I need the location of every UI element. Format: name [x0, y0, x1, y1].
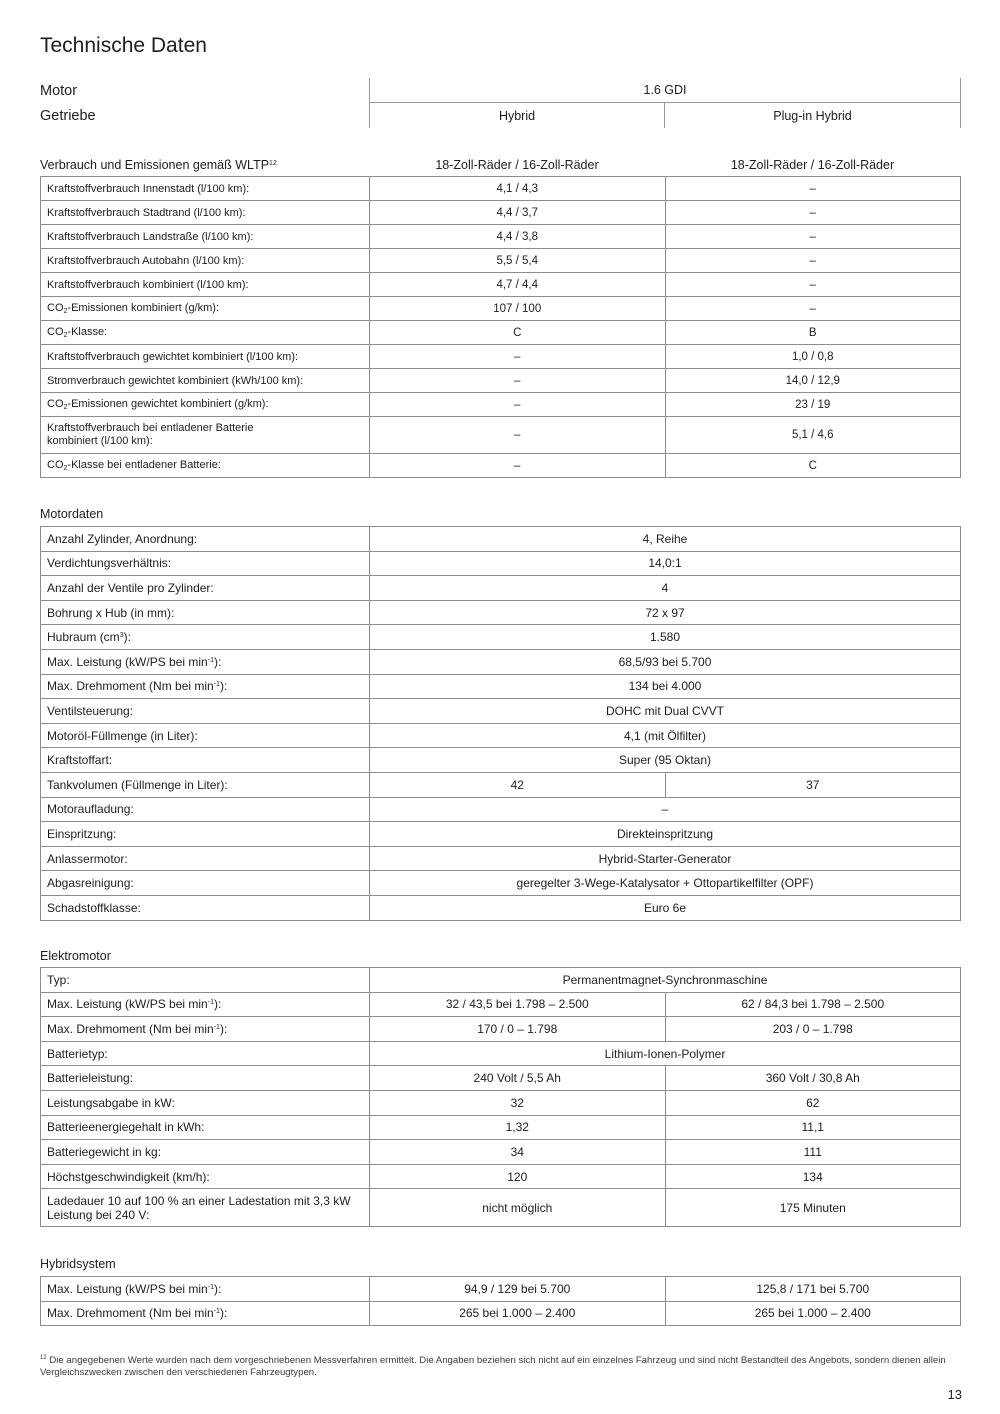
motor-label: Motor [40, 83, 78, 99]
variant-plugin-hybrid: Plug-in Hybrid [773, 109, 852, 123]
value-hybrid: – [370, 369, 666, 393]
row-label: Kraftstoffart: [41, 748, 370, 773]
table-row [41, 297, 961, 321]
table-row [41, 772, 961, 797]
table-row [41, 1090, 961, 1115]
row-label: Ladedauer 10 auf 100 % an einer Ladestation mit 3,3 kW Leistung bei 240 V: [41, 1189, 370, 1227]
row-label: Kraftstoffverbrauch Innenstadt (l/100 km): [41, 177, 370, 201]
table-row [41, 551, 961, 576]
value-plugin-hybrid: – [665, 297, 961, 321]
table-row [41, 1277, 961, 1302]
row-label: Verdichtungsverhältnis: [41, 551, 370, 576]
table-row [41, 321, 961, 345]
table-row [41, 846, 961, 871]
row-label: Schadstoffklasse: [41, 895, 370, 920]
table-row [41, 576, 961, 601]
divider [369, 102, 961, 103]
value-hybrid: 170 / 0 – 1.798 [370, 1017, 666, 1042]
value-hybrid: 4,1 / 4,3 [370, 177, 666, 201]
row-value: 4, Reihe [370, 527, 961, 552]
value-hybrid: 34 [370, 1140, 666, 1165]
row-value: DOHC mit Dual CVVT [370, 699, 961, 724]
value-hybrid: – [370, 393, 666, 417]
value-plugin-hybrid: 37 [665, 772, 961, 797]
row-label: Max. Drehmoment (Nm bei $\min^{-1}$): [41, 674, 370, 699]
table-row [41, 1115, 961, 1140]
table-row [41, 699, 961, 724]
column-header-hybrid: 18-Zoll-Räder / 16-Zoll-Räder [435, 158, 599, 172]
row-label: Stromverbrauch gewichtet kombiniert (kWh/100 km): [41, 369, 370, 393]
page-title: Technische Daten [40, 34, 207, 57]
row-label: $CO_2$-Klasse: [41, 321, 370, 345]
row-label: Kraftstoffverbrauch Landstraße (l/100 km): [41, 225, 370, 249]
row-value: – [370, 797, 961, 822]
value-hybrid: 265 bei 1.000 – 2.400 [370, 1301, 666, 1326]
row-value: geregelter 3-Wege-Katalysator + Ottopartikelfilter (OPF) [370, 871, 961, 896]
table-row [41, 225, 961, 249]
column-header-plugin-hybrid: 18-Zoll-Räder / 16-Zoll-Räder [730, 158, 895, 172]
footnote [40, 1352, 965, 1379]
table-row [41, 649, 961, 674]
value-hybrid: – [370, 454, 666, 478]
value-plugin-hybrid: – [665, 201, 961, 225]
row-value: 4 [370, 576, 961, 601]
table-row [41, 1066, 961, 1091]
row-label: Max. Leistung (kW/PS bei $\min^{-1}$): [41, 992, 370, 1017]
table-row [41, 393, 961, 417]
value-hybrid: 32 [370, 1090, 666, 1115]
row-label: $CO_2$-Klasse bei entladener Batterie: [41, 454, 370, 478]
row-label: Tankvolumen (Füllmenge in Liter): [41, 772, 370, 797]
table-row [41, 968, 961, 993]
table-row [41, 1140, 961, 1165]
row-label: Einspritzung: [41, 822, 370, 847]
row-value: 68,5/93 bei 5.700 [370, 649, 961, 674]
value-hybrid: 120 [370, 1164, 666, 1189]
table-row [41, 723, 961, 748]
table-row [41, 625, 961, 650]
table-row [41, 273, 961, 297]
row-value: 4,1 (mit Ölfilter) [370, 723, 961, 748]
row-value: Euro 6e [370, 895, 961, 920]
value-hybrid: 107 / 100 [370, 297, 666, 321]
row-label: Bohrung x Hub (in mm): [41, 600, 370, 625]
row-label: Batterietyp: [41, 1041, 370, 1066]
row-label: $CO_2$-Emissionen gewichtet kombiniert (g/km): [41, 393, 370, 417]
row-label: Kraftstoffverbrauch Stadtrand (l/100 km): [41, 201, 370, 225]
row-label: Typ: [41, 968, 370, 993]
value-plugin-hybrid: – [665, 225, 961, 249]
page-number: 13 [947, 1387, 962, 1402]
hybridsystem-table [40, 1276, 961, 1326]
table-row [41, 895, 961, 920]
row-label: Anzahl Zylinder, Anordnung: [41, 527, 370, 552]
value-plugin-hybrid: 14,0 / 12,9 [665, 369, 961, 393]
table-row [41, 454, 961, 478]
value-hybrid: 4,4 / 3,8 [370, 225, 666, 249]
row-label: Anlassermotor: [41, 846, 370, 871]
row-label: Batteriegewicht in kg: [41, 1140, 370, 1165]
value-hybrid: 240 Volt / 5,5 Ah [370, 1066, 666, 1091]
engine-header [40, 78, 960, 128]
table-row [41, 992, 961, 1017]
row-label: Max. Leistung (kW/PS bei $\min^{-1}$): [41, 1277, 370, 1302]
value-hybrid: 32 / 43,5 bei 1.798 – 2.500 [370, 992, 666, 1017]
value-hybrid: 1,32 [370, 1115, 666, 1140]
motordaten-section-title: Motordaten [40, 507, 104, 521]
row-label: Anzahl der Ventile pro Zylinder: [41, 576, 370, 601]
table-row [41, 822, 961, 847]
table-row [41, 1301, 961, 1326]
row-label: Motoröl-Füllmenge (in Liter): [41, 723, 370, 748]
row-label: Motoraufladung: [41, 797, 370, 822]
divider [960, 78, 961, 128]
motordaten-table [40, 526, 961, 921]
footnote-text: Die angegebenen Werte wurden nach dem vorgeschriebenen Messverfahren ermittelt. Die Angaben beziehen sich nicht auf ein einzelnes Fahrzeug und sind nicht Bestandteil des Angebots, sondern dienen allein Vergleichszwecken zwischen den verschiedenen Fahrzeugtypen. [40, 1355, 946, 1379]
row-label: Hubraum $(cm^3)$: [41, 625, 370, 650]
consumption-table [40, 176, 961, 478]
value-plugin-hybrid: 111 [665, 1140, 961, 1165]
engine-name: 1.6 GDI [643, 83, 687, 97]
value-hybrid: 4,7 / 4,4 [370, 273, 666, 297]
elektromotor-section-title: Elektromotor [40, 949, 111, 963]
value-hybrid: 94,9 / 129 bei 5.700 [370, 1277, 666, 1302]
value-plugin-hybrid: – [665, 249, 961, 273]
value-plugin-hybrid: 62 / 84,3 bei 1.798 – 2.500 [665, 992, 961, 1017]
value-plugin-hybrid: 360 Volt / 30,8 Ah [665, 1066, 961, 1091]
value-hybrid: 4,4 / 3,7 [370, 201, 666, 225]
value-hybrid: 42 [370, 772, 666, 797]
row-label: Leistungsabgabe in kW: [41, 1090, 370, 1115]
row-value: Lithium-Ionen-Polymer [370, 1041, 961, 1066]
value-plugin-hybrid: 23 / 19 [665, 393, 961, 417]
value-hybrid: C [370, 321, 666, 345]
value-hybrid: 5,5 / 5,4 [370, 249, 666, 273]
value-plugin-hybrid: B [665, 321, 961, 345]
value-plugin-hybrid: 265 bei 1.000 – 2.400 [665, 1301, 961, 1326]
table-row [41, 1017, 961, 1042]
row-value: 1.580 [370, 625, 961, 650]
table-row [41, 600, 961, 625]
value-plugin-hybrid: 1,0 / 0,8 [665, 345, 961, 369]
row-label: Batterieleistung: [41, 1066, 370, 1091]
value-plugin-hybrid: 5,1 / 4,6 [665, 417, 961, 454]
hybridsystem-section-title: Hybridsystem [40, 1257, 116, 1271]
value-plugin-hybrid: – [665, 177, 961, 201]
table-row [41, 345, 961, 369]
row-value: 72 x 97 [370, 600, 961, 625]
row-label: Kraftstoffverbrauch bei entladener Batterie kombiniert (l/100 km): [41, 417, 370, 454]
row-value: Permanentmagnet-Synchronmaschine [370, 968, 961, 993]
row-value: 14,0:1 [370, 551, 961, 576]
value-plugin-hybrid: – [665, 273, 961, 297]
row-value: 134 bei 4.000 [370, 674, 961, 699]
table-row [41, 417, 961, 454]
row-label: Kraftstoffverbrauch kombiniert (l/100 km): [41, 273, 370, 297]
consumption-section-title: Verbrauch und Emissionen gemäß WLTP$^{12}$ [40, 158, 277, 172]
value-plugin-hybrid: C [665, 454, 961, 478]
table-row [41, 177, 961, 201]
row-label: Abgasreinigung: [41, 871, 370, 896]
value-plugin-hybrid: 125,8 / 171 bei 5.700 [665, 1277, 961, 1302]
value-plugin-hybrid: 62 [665, 1090, 961, 1115]
value-hybrid: – [370, 345, 666, 369]
value-plugin-hybrid: 11,1 [665, 1115, 961, 1140]
variant-hybrid: Hybrid [498, 109, 536, 123]
elektromotor-table [40, 967, 961, 1227]
row-label: Ventilsteuerung: [41, 699, 370, 724]
table-row [41, 1041, 961, 1066]
row-value: Hybrid-Starter-Generator [370, 846, 961, 871]
row-label: $CO_2$-Emissionen kombiniert (g/km): [41, 297, 370, 321]
table-row [41, 674, 961, 699]
row-label: Kraftstoffverbrauch gewichtet kombiniert (l/100 km): [41, 345, 370, 369]
row-label: Max. Leistung (kW/PS bei $\min^{-1}$): [41, 649, 370, 674]
row-value: Super (95 Oktan) [370, 748, 961, 773]
table-row [41, 1189, 961, 1227]
value-hybrid: – [370, 417, 666, 454]
value-hybrid: nicht möglich [370, 1189, 666, 1227]
value-plugin-hybrid: 175 Minuten [665, 1189, 961, 1227]
table-row [41, 527, 961, 552]
row-label: Batterieenergiegehalt in kWh: [41, 1115, 370, 1140]
table-row [41, 1164, 961, 1189]
row-label: Max. Drehmoment (Nm bei $\min^{-1}$): [41, 1017, 370, 1042]
table-row [41, 369, 961, 393]
value-plugin-hybrid: 134 [665, 1164, 961, 1189]
table-row [41, 797, 961, 822]
row-label: Höchstgeschwindigkeit (km/h): [41, 1164, 370, 1189]
table-row [41, 201, 961, 225]
row-value: Direkteinspritzung [370, 822, 961, 847]
getriebe-label: Getriebe [40, 108, 96, 124]
table-row [41, 249, 961, 273]
row-label: Max. Drehmoment (Nm bei $\min^{-1}$): [41, 1301, 370, 1326]
table-row [41, 748, 961, 773]
row-label: Kraftstoffverbrauch Autobahn (l/100 km): [41, 249, 370, 273]
table-row [41, 871, 961, 896]
footnote-marker: 12 [40, 1355, 47, 1361]
value-plugin-hybrid: 203 / 0 – 1.798 [665, 1017, 961, 1042]
